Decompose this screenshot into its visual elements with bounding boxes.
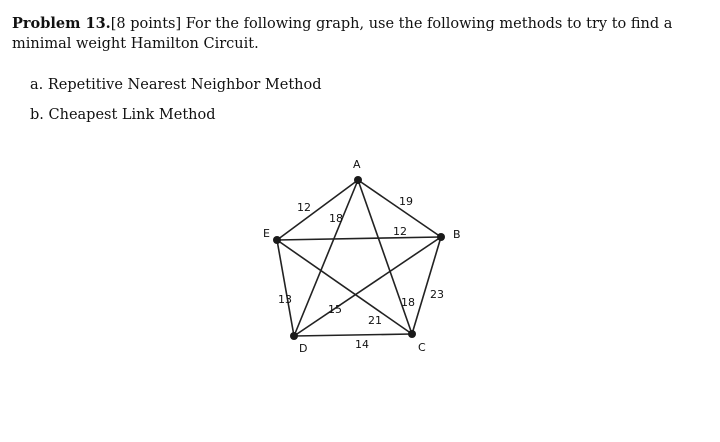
weight-label-b-c: 23 — [430, 288, 444, 301]
vertex-a-node — [354, 176, 362, 184]
method-item-b-text: Cheapest Link Method — [48, 107, 216, 123]
vertex-c-label: C — [418, 341, 426, 354]
weight-label-e-c: 21 — [368, 314, 382, 327]
weight-label-d-b: 15 — [328, 303, 342, 316]
edge-e-d — [277, 240, 294, 336]
edge-e-b — [277, 237, 441, 240]
vertex-a-label: A — [353, 158, 361, 171]
weight-label-a-c: 18 — [401, 296, 415, 309]
weight-label-e-b: 12 — [393, 225, 407, 238]
vertex-d-node — [290, 332, 298, 340]
method-item-a-marker: a. — [30, 77, 44, 93]
edge-d-c — [294, 334, 412, 336]
vertex-c-node — [408, 330, 416, 338]
vertex-b-node — [437, 233, 445, 241]
problem-text: [8 points] For the following graph, use the following methods to try to find a minimal weight Hamilton Circuit. — [12, 16, 673, 52]
weight-label-a-e: 12 — [297, 201, 311, 214]
vertex-e-node — [273, 236, 281, 244]
weight-label-e-d: 13 — [278, 293, 292, 306]
method-item-b-marker: b. — [30, 107, 44, 123]
weight-label-a-d: 18 — [329, 212, 343, 225]
edge-e-c — [277, 240, 412, 334]
weight-label-a-b: 19 — [399, 195, 413, 208]
vertex-e-label: E — [263, 227, 270, 240]
weight-label-d-c: 14 — [355, 338, 369, 351]
vertex-d-label: D — [299, 342, 308, 355]
method-item-a-text: Repetitive Nearest Neighbor Method — [47, 77, 322, 93]
problem-label: Problem 13. — [12, 15, 111, 32]
edge-b-c — [412, 237, 441, 334]
vertex-b-label: B — [453, 228, 461, 241]
